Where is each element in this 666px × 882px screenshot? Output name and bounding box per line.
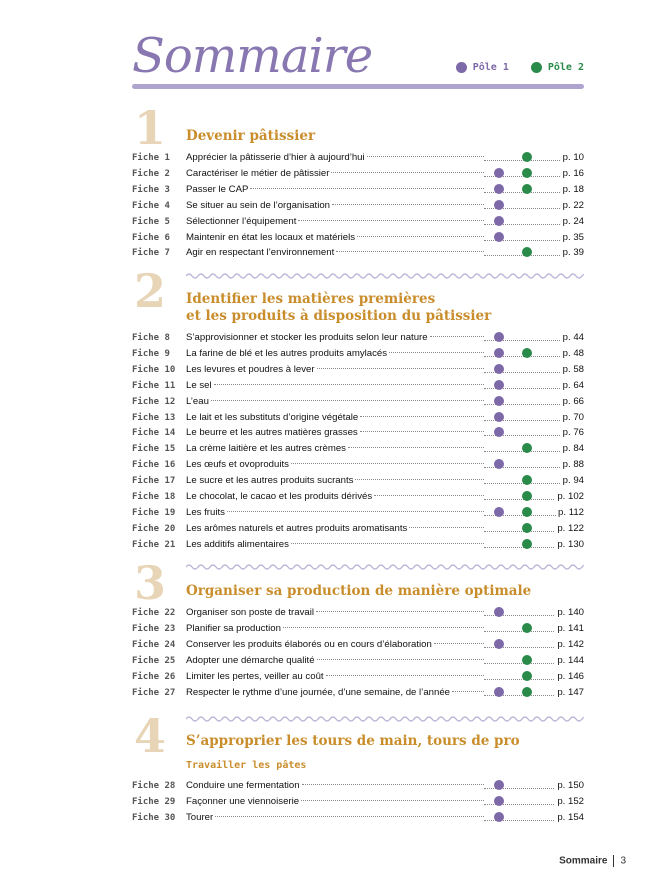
entry-label xyxy=(186,362,484,378)
fiche-number: Fiche 16 xyxy=(132,460,176,471)
page-number: p. 112 xyxy=(556,505,584,521)
entry-title: Limiter les pertes, veiller au coût xyxy=(186,670,324,682)
entry-title: Conduire une fermentation xyxy=(186,780,300,791)
dot-leader xyxy=(355,479,484,480)
dot-leader xyxy=(331,172,484,173)
toc-entry[interactable] xyxy=(0,410,666,426)
toc-entry[interactable] xyxy=(0,794,666,810)
pole-1-dot-icon xyxy=(494,780,504,790)
page-number: p. 146 xyxy=(555,669,584,685)
dot-leader xyxy=(298,220,484,221)
entry-title: Façonner une viennoiserie xyxy=(186,795,300,807)
page-title: Sommaire xyxy=(132,28,373,84)
toc-entry[interactable] xyxy=(0,653,666,669)
dot-leader xyxy=(283,627,484,628)
page-number: p. 150 xyxy=(555,778,584,794)
pole-2-dot-icon xyxy=(522,671,532,681)
pole-2-dot-icon xyxy=(522,623,532,633)
dot-leader xyxy=(317,368,484,369)
toc-entry[interactable] xyxy=(0,521,666,537)
entry-label xyxy=(186,473,484,489)
fiche-number: Fiche 9 xyxy=(132,348,170,359)
dot-leader xyxy=(301,800,484,801)
footer-title: Sommaire xyxy=(559,855,608,867)
page-number: p. 16 xyxy=(561,166,584,182)
entry-label xyxy=(186,521,484,537)
page-number: p. 70 xyxy=(561,410,584,426)
pole-1-dot-icon xyxy=(494,200,504,210)
entry-label xyxy=(186,621,484,637)
entry-title: Le sel xyxy=(186,379,212,391)
fiche-number: Fiche 23 xyxy=(132,623,176,634)
fiche-number: Fiche 22 xyxy=(132,608,176,618)
toc-entry[interactable] xyxy=(0,245,666,261)
fiche-number: Fiche 19 xyxy=(132,507,176,518)
toc-entry[interactable] xyxy=(0,637,666,653)
fiche-number: Fiche 18 xyxy=(132,492,176,502)
toc-entry[interactable] xyxy=(0,505,666,521)
fiche-number: Fiche 2 xyxy=(132,168,170,179)
page-number: p. 122 xyxy=(555,521,584,537)
entry-label xyxy=(186,166,484,182)
fiche-number: Fiche 24 xyxy=(132,639,176,650)
pole-1-dot-icon xyxy=(494,348,504,358)
entry-label xyxy=(186,346,484,362)
footer-divider xyxy=(613,855,614,867)
fiche-number: Fiche 29 xyxy=(132,796,176,807)
fiche-number: Fiche 21 xyxy=(132,539,176,550)
pole-2-dot-icon xyxy=(522,539,532,549)
pole-1-dot-icon xyxy=(494,380,504,390)
fiche-number: Fiche 30 xyxy=(132,812,176,823)
pole-2-dot-icon xyxy=(522,491,532,501)
page-number: p. 84 xyxy=(561,441,584,457)
dot-leader xyxy=(227,511,484,512)
entry-label xyxy=(186,378,484,394)
section-number: 2 xyxy=(134,264,167,318)
footer-page-number: 3 xyxy=(620,855,626,867)
section-number: 1 xyxy=(134,101,167,155)
fiche-number: Fiche 28 xyxy=(132,781,176,791)
fiche-number: Fiche 3 xyxy=(132,184,170,195)
toc-entry[interactable] xyxy=(0,425,666,441)
fiche-number: Fiche 8 xyxy=(132,333,170,343)
toc-entry[interactable] xyxy=(0,214,666,230)
pole-1-dot-icon xyxy=(494,812,504,822)
page-number: p. 147 xyxy=(555,685,584,701)
entry-title: Le beurre et les autres matières grasses xyxy=(186,427,358,439)
pole-1-dot-icon xyxy=(494,364,504,374)
fiche-number: Fiche 27 xyxy=(132,687,176,698)
toc-entry[interactable] xyxy=(0,669,666,685)
entry-label xyxy=(186,669,484,685)
page-number: p. 142 xyxy=(555,637,584,653)
toc-entry[interactable] xyxy=(0,810,666,826)
page-number: p. 58 xyxy=(561,362,584,378)
section-number: 4 xyxy=(134,709,167,763)
pole-2-dot-icon xyxy=(522,348,532,358)
entry-title: Les fruits xyxy=(186,506,225,518)
page-number: p. 24 xyxy=(561,214,584,230)
page-number: p. 18 xyxy=(561,182,584,198)
entry-title: Le chocolat, le cacao et les produits dérivés xyxy=(186,491,373,502)
entry-label xyxy=(186,505,484,521)
fiche-number: Fiche 26 xyxy=(132,671,176,682)
page-number: p. 39 xyxy=(561,245,584,261)
entry-title: Sélectionner l’équipement xyxy=(186,215,297,227)
pole-2-dot-icon xyxy=(522,687,532,697)
entry-label xyxy=(186,394,484,410)
fiche-number: Fiche 15 xyxy=(132,444,176,455)
toc-entry[interactable] xyxy=(0,489,666,505)
page-number: p. 102 xyxy=(555,489,584,505)
toc-entry[interactable] xyxy=(0,378,666,394)
dot-leader xyxy=(316,611,484,612)
dot-leader xyxy=(409,527,484,528)
fiche-number: Fiche 12 xyxy=(132,396,176,407)
entry-title: Agir en respectant l’environnement xyxy=(186,247,335,259)
entry-label xyxy=(186,198,484,214)
page-number: p. 144 xyxy=(555,653,584,669)
toc-entry[interactable] xyxy=(0,473,666,489)
entry-title: La farine de blé et les autres produits amylacés xyxy=(186,347,388,359)
fiche-number: Fiche 10 xyxy=(132,364,176,375)
toc-entry[interactable] xyxy=(0,605,666,621)
entry-label xyxy=(186,182,484,198)
pole-1-dot-icon xyxy=(494,607,504,617)
pole-1-dot-icon xyxy=(494,396,504,406)
pole-2-dot-icon xyxy=(522,168,532,178)
pole-1-dot-icon xyxy=(494,168,504,178)
page-footer xyxy=(559,855,626,867)
pole-1-dot-icon xyxy=(494,412,504,422)
entry-label xyxy=(186,245,484,261)
entry-title: Les œufs et ovoproduits xyxy=(186,459,289,471)
entry-label xyxy=(186,425,484,441)
dot-leader xyxy=(336,251,484,252)
entry-label xyxy=(186,537,484,553)
section-subheading: Travailler les pâtes xyxy=(186,760,307,771)
entry-label xyxy=(186,410,484,426)
entry-title: Tourer xyxy=(186,811,214,823)
fiche-number: Fiche 11 xyxy=(132,380,176,391)
fiche-number: Fiche 14 xyxy=(132,428,176,439)
pole-1-dot-icon xyxy=(494,796,504,806)
entry-title: S’approvisionner et stocker les produits selon leur nature xyxy=(186,332,428,343)
pole-2-dot-icon xyxy=(531,62,542,73)
page-number: p. 35 xyxy=(561,230,584,246)
pole-1-dot-icon xyxy=(494,184,504,194)
entry-title: Conserver les produits élaborés ou en cours d’élaboration xyxy=(186,638,432,650)
entry-title: Passer le CAP xyxy=(186,183,249,195)
dot-leader xyxy=(374,495,484,496)
legend-pole-1 xyxy=(456,62,509,73)
legend-pole-2-label: Pôle 2 xyxy=(547,62,584,73)
toc-entry[interactable] xyxy=(0,150,666,166)
pole-1-dot-icon xyxy=(494,216,504,226)
page-number: p. 44 xyxy=(561,330,584,346)
section-number: 3 xyxy=(134,556,167,610)
section-title: Identifier les matières premières xyxy=(186,291,436,307)
entry-title: L’eau xyxy=(186,395,209,407)
entry-label xyxy=(186,150,484,166)
pole-2-dot-icon xyxy=(522,655,532,665)
page-number: p. 140 xyxy=(555,605,584,621)
section-title: Organiser sa production de manière optimale xyxy=(186,583,532,599)
dot-leader xyxy=(389,352,484,353)
wave-divider xyxy=(186,272,584,280)
fiche-number: Fiche 17 xyxy=(132,476,176,487)
toc-entry[interactable] xyxy=(0,621,666,637)
entry-label xyxy=(186,457,484,473)
pole-1-dot-icon xyxy=(494,639,504,649)
entry-title: Organiser son poste de travail xyxy=(186,607,314,618)
section-title: S’approprier les tours de main, tours de pro xyxy=(186,733,520,749)
fiche-number: Fiche 1 xyxy=(132,153,170,163)
entry-label xyxy=(186,441,484,457)
dot-leader xyxy=(317,659,484,660)
page-number: p. 152 xyxy=(555,794,584,810)
toc-entry[interactable] xyxy=(0,230,666,246)
fiche-number: Fiche 6 xyxy=(132,232,170,243)
page-number: p. 22 xyxy=(561,198,584,214)
toc-entry[interactable] xyxy=(0,394,666,410)
dot-leader xyxy=(367,156,484,157)
pole-2-dot-icon xyxy=(522,507,532,517)
toc-entry[interactable] xyxy=(0,346,666,362)
legend xyxy=(456,62,584,73)
entry-title: Apprécier la pâtisserie d’hier à aujourd’hui xyxy=(186,152,365,163)
entry-title: Le lait et les substituts d’origine végétale xyxy=(186,411,359,423)
pole-1-dot-icon xyxy=(456,62,467,73)
entry-title: Le sucre et les autres produits sucrants xyxy=(186,475,354,487)
page-number: p. 130 xyxy=(555,537,584,553)
entry-title: Les additifs alimentaires xyxy=(186,538,289,550)
entry-label xyxy=(186,685,484,701)
entry-label xyxy=(186,489,484,505)
fiche-number: Fiche 7 xyxy=(132,248,170,259)
entry-title: Les arômes naturels et autres produits aromatisants xyxy=(186,522,408,534)
toc-entry[interactable] xyxy=(0,198,666,214)
entry-title: Caractériser le métier de pâtissier xyxy=(186,167,330,179)
toc-entry[interactable] xyxy=(0,166,666,182)
toc-entry[interactable] xyxy=(0,182,666,198)
dot-leader xyxy=(291,463,484,464)
toc-entry[interactable] xyxy=(0,685,666,701)
fiche-number: Fiche 4 xyxy=(132,200,170,211)
toc-entry[interactable] xyxy=(0,457,666,473)
dot-leader xyxy=(360,416,484,417)
entry-title: Planifier sa production xyxy=(186,622,281,634)
page-number: p. 154 xyxy=(555,810,584,826)
fiche-number: Fiche 5 xyxy=(132,216,170,227)
page-number: p. 76 xyxy=(561,425,584,441)
entry-title: Respecter le rythme d’une journée, d’une semaine, de l’année xyxy=(186,686,450,698)
page-number: p. 10 xyxy=(561,150,584,166)
fiche-number: Fiche 20 xyxy=(132,523,176,534)
page-number: p. 64 xyxy=(561,378,584,394)
section-title: et les produits à disposition du pâtissier xyxy=(186,308,492,324)
page-number: p. 48 xyxy=(561,346,584,362)
toc-entry[interactable] xyxy=(0,441,666,457)
dot-leader xyxy=(357,236,484,237)
pole-2-dot-icon xyxy=(522,152,532,162)
page-number: p. 88 xyxy=(561,457,584,473)
pole-1-dot-icon xyxy=(494,507,504,517)
pole-1-dot-icon xyxy=(494,232,504,242)
dot-leader xyxy=(348,447,484,448)
entry-label xyxy=(186,605,484,621)
legend-pole-2 xyxy=(531,62,584,73)
dot-leader xyxy=(215,816,484,817)
pole-1-dot-icon xyxy=(494,332,504,342)
dot-leader xyxy=(360,431,484,432)
title-underline xyxy=(132,84,584,89)
dot-leader xyxy=(214,384,484,385)
dot-leader xyxy=(332,204,484,205)
entry-label xyxy=(186,330,484,346)
section-title: Devenir pâtissier xyxy=(186,128,316,144)
legend-pole-1-label: Pôle 1 xyxy=(472,62,509,73)
fiche-number: Fiche 13 xyxy=(132,412,176,423)
entry-title: Maintenir en état les locaux et matériels xyxy=(186,231,356,243)
toc-entry[interactable] xyxy=(0,330,666,346)
dot-leader xyxy=(434,643,484,644)
dot-leader xyxy=(211,400,484,401)
toc-entry[interactable] xyxy=(0,537,666,553)
dot-leader xyxy=(430,336,484,337)
dot-leader xyxy=(302,784,484,785)
entry-label xyxy=(186,810,484,826)
dot-leader xyxy=(250,188,484,189)
entry-title: Les levures et poudres à lever xyxy=(186,363,315,375)
entry-label xyxy=(186,794,484,810)
pole-2-dot-icon xyxy=(522,184,532,194)
wave-divider xyxy=(186,563,584,571)
entry-title: Se situer au sein de l’organisation xyxy=(186,199,330,211)
page-number: p. 66 xyxy=(561,394,584,410)
dot-leader xyxy=(452,691,484,692)
wave-divider xyxy=(186,715,584,723)
pole-2-dot-icon xyxy=(522,523,532,533)
toc-entry[interactable] xyxy=(0,362,666,378)
entry-title: La crème laitière et les autres crèmes xyxy=(186,443,346,455)
dot-leader xyxy=(291,543,484,544)
entry-label xyxy=(186,778,484,794)
page-number: p. 141 xyxy=(555,621,584,637)
toc-entry[interactable] xyxy=(0,778,666,794)
entry-label xyxy=(186,230,484,246)
pole-1-dot-icon xyxy=(494,687,504,697)
entry-title: Adopter une démarche qualité xyxy=(186,654,315,666)
entry-label xyxy=(186,653,484,669)
fiche-number: Fiche 25 xyxy=(132,655,176,666)
dot-leader xyxy=(326,675,484,676)
entry-label xyxy=(186,637,484,653)
entry-label xyxy=(186,214,484,230)
page-number: p. 94 xyxy=(561,473,584,489)
